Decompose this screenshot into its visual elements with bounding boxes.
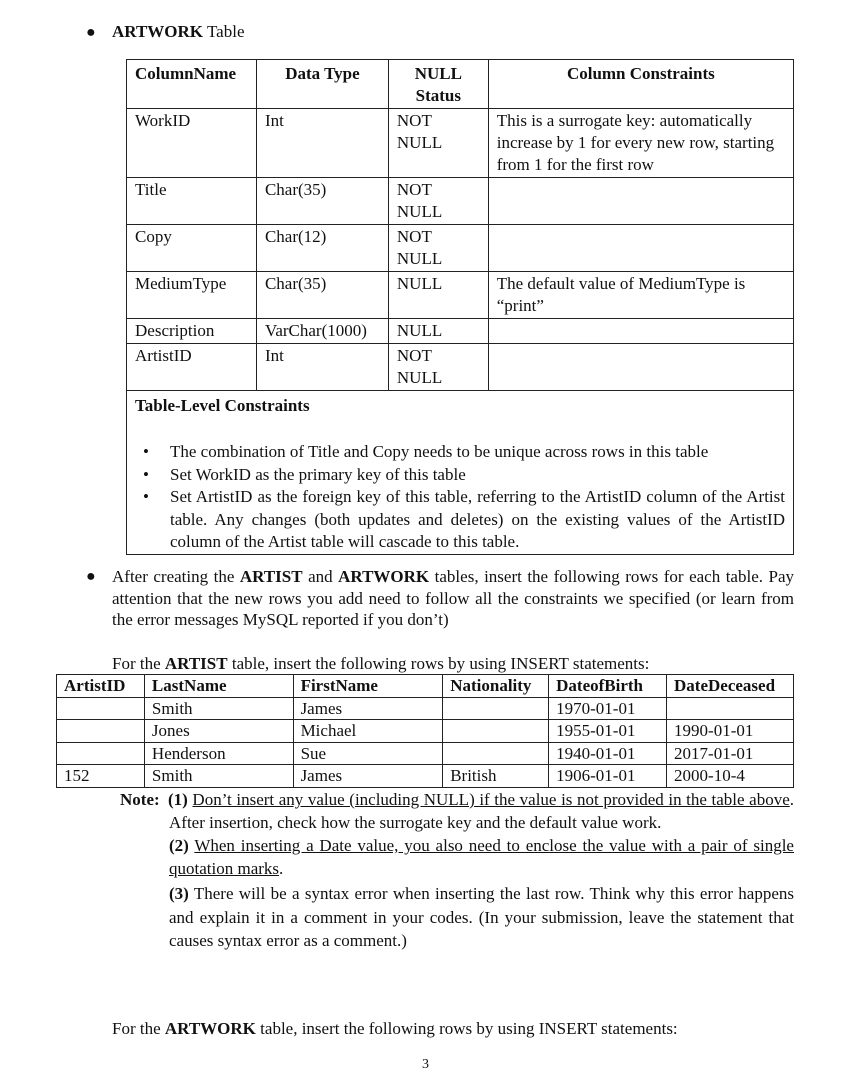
- note-3: (3) There will be a syntax error when inserting the last row. Think why this error happens and explain it in a comment in your codes. (In your submission, leave the statement that causes syntax error as a comment.): [169, 884, 794, 950]
- header-constraints: Column Constraints: [488, 60, 793, 109]
- schema-row: [127, 344, 794, 391]
- table-level-list: [135, 441, 785, 554]
- cell-constraint: [488, 344, 793, 391]
- schema-row: [127, 109, 794, 178]
- table-cell: 1940-01-01: [549, 742, 667, 765]
- table-cell: [57, 720, 145, 743]
- cell-constraint: [488, 178, 793, 225]
- table-level-title: Table-Level Constraints: [135, 396, 310, 415]
- cell-constraint: [488, 225, 793, 272]
- cell-null: NOT NULL: [388, 344, 488, 391]
- table-cell: [667, 697, 794, 720]
- table-cell: [443, 742, 549, 765]
- note-1: (1) Don’t insert any value (including NULL) if the value is not provided in the table above. After insertion, check how the surrogate key and the default value work.: [168, 790, 794, 832]
- cell-null: NOT NULL: [388, 109, 488, 178]
- table-row: [57, 742, 794, 765]
- artwork-intro: For the ARTWORK table, insert the following rows by using INSERT statements:: [112, 1019, 678, 1038]
- cell-constraint: [488, 319, 793, 344]
- header-nullstatus: NULL Status: [388, 60, 488, 109]
- header-dateofbirth: DateofBirth: [549, 675, 667, 698]
- table-cell: [57, 697, 145, 720]
- table-row: [57, 697, 794, 720]
- header-columnname: ColumnName: [127, 60, 257, 109]
- schema-row: [127, 178, 794, 225]
- table-level-constraints-row: [127, 391, 794, 555]
- page-number: 3: [422, 1057, 429, 1072]
- schema-row: [127, 319, 794, 344]
- table-cell: [443, 720, 549, 743]
- schema-row: [127, 272, 794, 319]
- artist-intro: For the ARTIST table, insert the following rows by using INSERT statements:: [112, 654, 650, 673]
- artist-data-table: [56, 674, 794, 788]
- table-cell: 152: [57, 765, 145, 788]
- header-nationality: Nationality: [443, 675, 549, 698]
- table-cell: Sue: [293, 742, 443, 765]
- cell-name: Title: [127, 178, 257, 225]
- cell-type: Char(35): [256, 178, 388, 225]
- artist-header-row: [57, 675, 794, 698]
- note-label: Note:: [120, 790, 160, 809]
- insert-instructions: After creating the ARTIST and ARTWORK tables, insert the following rows for each table. Pay attention that the new rows you add need to follow all the constraints we specified (or learn from the error messages MySQL reported if you don’t): [112, 567, 794, 629]
- cell-type: Char(35): [256, 272, 388, 319]
- schema-header-row: [127, 60, 794, 109]
- cell-constraint: The default value of MediumType is “print”: [488, 272, 793, 319]
- header-lastname: LastName: [144, 675, 293, 698]
- table-cell: Smith: [144, 697, 293, 720]
- table-cell: 1970-01-01: [549, 697, 667, 720]
- cell-type: Char(12): [256, 225, 388, 272]
- table-row: [57, 765, 794, 788]
- bullet: ●: [86, 24, 96, 41]
- artwork-schema-table: [126, 59, 794, 555]
- table-cell: James: [293, 765, 443, 788]
- table-cell: 1990-01-01: [667, 720, 794, 743]
- table-cell: Michael: [293, 720, 443, 743]
- cell-type: VarChar(1000): [256, 319, 388, 344]
- header-datatype: Data Type: [256, 60, 388, 109]
- cell-null: NOT NULL: [388, 225, 488, 272]
- cell-type: Int: [256, 344, 388, 391]
- cell-name: WorkID: [127, 109, 257, 178]
- table-cell: Smith: [144, 765, 293, 788]
- cell-name: Copy: [127, 225, 257, 272]
- table-cell: Jones: [144, 720, 293, 743]
- table-cell: British: [443, 765, 549, 788]
- artwork-heading: ARTWORK Table: [112, 22, 245, 41]
- cell-name: Description: [127, 319, 257, 344]
- header-artistid: ArtistID: [57, 675, 145, 698]
- table-cell: [443, 697, 549, 720]
- table-cell: 1906-01-01: [549, 765, 667, 788]
- table-cell: James: [293, 697, 443, 720]
- table-cell: 2017-01-01: [667, 742, 794, 765]
- list-item: • Set ArtistID as the foreign key of this table, referring to the ArtistID column of the Artist table. Any changes (both updates and deletes) on the existing values of the ArtistID column of the Artist table will cascade to this table.: [170, 486, 785, 554]
- cell-name: ArtistID: [127, 344, 257, 391]
- list-item: • The combination of Title and Copy needs to be unique across rows in this table: [170, 441, 785, 464]
- cell-null: NULL: [388, 319, 488, 344]
- cell-type: Int: [256, 109, 388, 178]
- bullet: ●: [86, 568, 96, 585]
- cell-name: MediumType: [127, 272, 257, 319]
- list-item: • Set WorkID as the primary key of this table: [170, 464, 785, 487]
- cell-constraint: This is a surrogate key: automatically increase by 1 for every new row, starting from 1 for the first row: [488, 109, 793, 178]
- header-firstname: FirstName: [293, 675, 443, 698]
- cell-null: NULL: [388, 272, 488, 319]
- table-cell: [57, 742, 145, 765]
- table-cell: Henderson: [144, 742, 293, 765]
- table-cell: 1955-01-01: [549, 720, 667, 743]
- cell-null: NOT NULL: [388, 178, 488, 225]
- table-cell: 2000-10-4: [667, 765, 794, 788]
- table-level-constraints: [127, 391, 794, 555]
- schema-row: [127, 225, 794, 272]
- header-datedeceased: DateDeceased: [667, 675, 794, 698]
- table-row: [57, 720, 794, 743]
- note-2: (2) When inserting a Date value, you also need to enclose the value with a pair of single quotation marks.: [169, 836, 794, 878]
